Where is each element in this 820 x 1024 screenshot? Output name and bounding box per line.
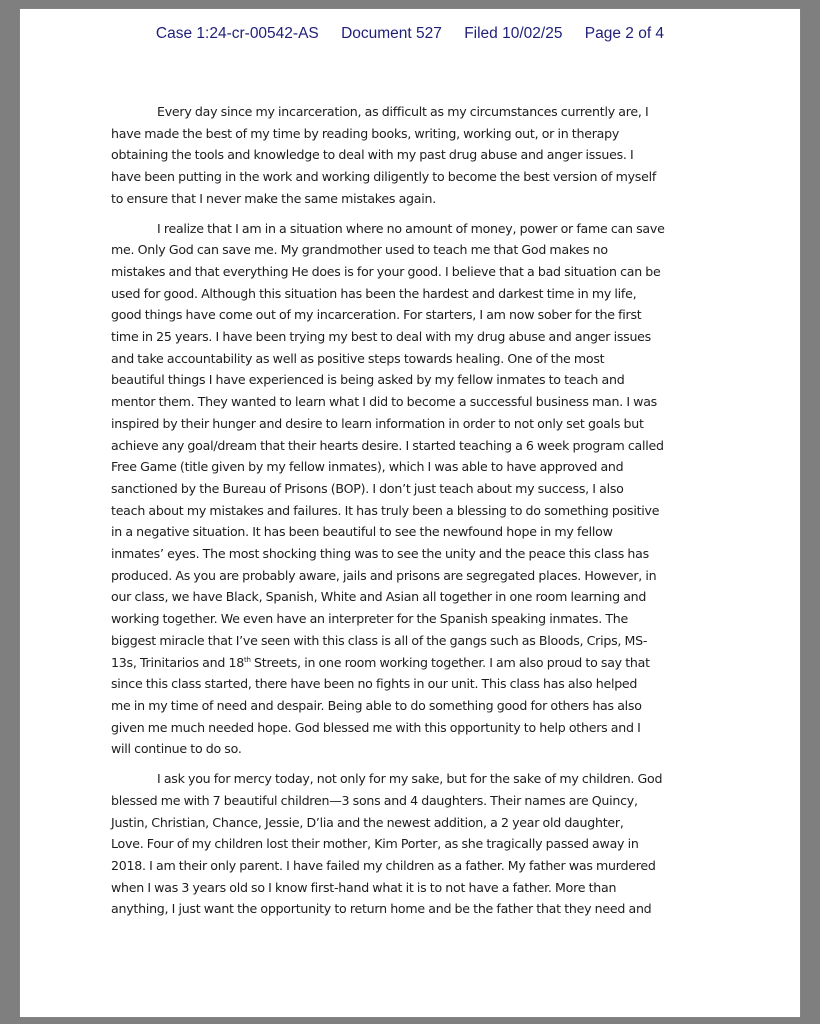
text-line: have made the best of my time by reading books, writing, working out, or in therapy	[111, 125, 620, 141]
case-number: Case 1:24-cr-00542-AS	[155, 25, 319, 42]
text-line: Free Game (title given by my fellow inmates), which I was able to have approved and	[111, 459, 624, 475]
text-line: blessed me with 7 beautiful children—3 sons and 4 daughters. Their names are Quincy,	[111, 792, 638, 808]
text-line: mistakes and that everything He does is for your good. I believe that a bad situation can be	[111, 263, 661, 279]
text-line: in a negative situation. It has been beautiful to see the newfound hope in my fellow	[111, 524, 613, 540]
text-line: will continue to do so.	[111, 741, 242, 757]
paragraph-2	[111, 218, 715, 761]
text-line: when I was 3 years old so I know first-hand what it is to not have a father. More than	[111, 879, 617, 895]
text-line: inmates’ eyes. The most shocking thing was to see the unity and the peace this class has	[111, 546, 649, 562]
filed-date: Filed 10/02/25	[464, 25, 563, 42]
letter-body	[111, 101, 715, 928]
court-filing-header	[20, 25, 800, 43]
text-line: to ensure that I never make the same mistakes again.	[111, 190, 436, 206]
text-line: since this class started, there have been no fights in our unit. This class has also helped	[111, 676, 638, 692]
text-line: mentor them. They wanted to learn what I did to become a successful business man. I was	[111, 394, 657, 410]
text-line: achieve any goal/dream that their hearts desire. I started teaching a 6 week program called	[111, 437, 664, 453]
text-line: and take accountability as well as positive steps towards healing. One of the most	[111, 350, 605, 366]
page-number: Page 2 of 4	[584, 25, 665, 42]
text-line: biggest miracle that I’ve seen with this class is all of the gangs such as Bloods, Crips, MS-	[111, 632, 648, 648]
text-line: have been putting in the work and working diligently to become the best version of myself	[111, 169, 657, 185]
text-line: our class, we have Black, Spanish, White and Asian all together in one room learning and	[111, 589, 647, 605]
text-line: Love. Four of my children lost their mother, Kim Porter, as she tragically passed away in	[111, 836, 639, 852]
text-line: time in 25 years. I have been trying my best to deal with my drug abuse and anger issues	[111, 329, 651, 345]
text-line: given me much needed hope. God blessed me with this opportunity to help others and I	[111, 719, 641, 735]
ordinal-suffix: th	[243, 655, 251, 664]
text-line: me. Only God can save me. My grandmother used to teach me that God makes no	[111, 242, 608, 258]
text-line: obtaining the tools and knowledge to deal with my past drug abuse and anger issues. I	[111, 147, 634, 163]
text-line: Justin, Christian, Chance, Jessie, D’lia and the newest addition, a 2 year old daughter,	[111, 814, 624, 830]
text-line: beautiful things I have experienced is being asked by my fellow inmates to teach and	[111, 372, 625, 388]
text-line: used for good. Although this situation has been the hardest and darkest time in my life,	[111, 285, 637, 301]
document-number: Document 527	[341, 25, 442, 42]
text-line: working together. We even have an interpreter for the Spanish speaking inmates. The	[111, 611, 629, 627]
text-line: Every day since my incarceration, as difficult as my circumstances currently are, I	[157, 104, 649, 119]
paragraph-1	[111, 101, 715, 210]
text-line: 13s, Trinitarios and 18th Streets, in one room working together. I am also proud to say that	[111, 654, 650, 670]
document-page	[20, 9, 800, 1017]
text-line: teach about my mistakes and failures. It has truly been a blessing to do something positive	[111, 502, 660, 518]
text-line: produced. As you are probably aware, jails and prisons are segregated places. However, in	[111, 567, 657, 583]
text-line: sanctioned by the Bureau of Prisons (BOP). I don’t just teach about my success, I also	[111, 480, 624, 496]
text-line: me in my time of need and despair. Being able to do something good for others has also	[111, 697, 642, 713]
text-line: I realize that I am in a situation where no amount of money, power or fame can save	[157, 220, 665, 236]
paragraph-3	[111, 768, 715, 920]
text-line: I ask you for mercy today, not only for my sake, but for the sake of my children. God	[157, 771, 663, 787]
text-line: inspired by their hunger and desire to learn information in order to not only set goals but	[111, 415, 644, 431]
text-line: good things have come out of my incarceration. For starters, I am now sober for the first	[111, 307, 642, 323]
text-line: anything, I just want the opportunity to return home and be the father that they need and	[111, 901, 652, 917]
text-line: 2018. I am their only parent. I have failed my children as a father. My father was murdered	[111, 857, 656, 873]
